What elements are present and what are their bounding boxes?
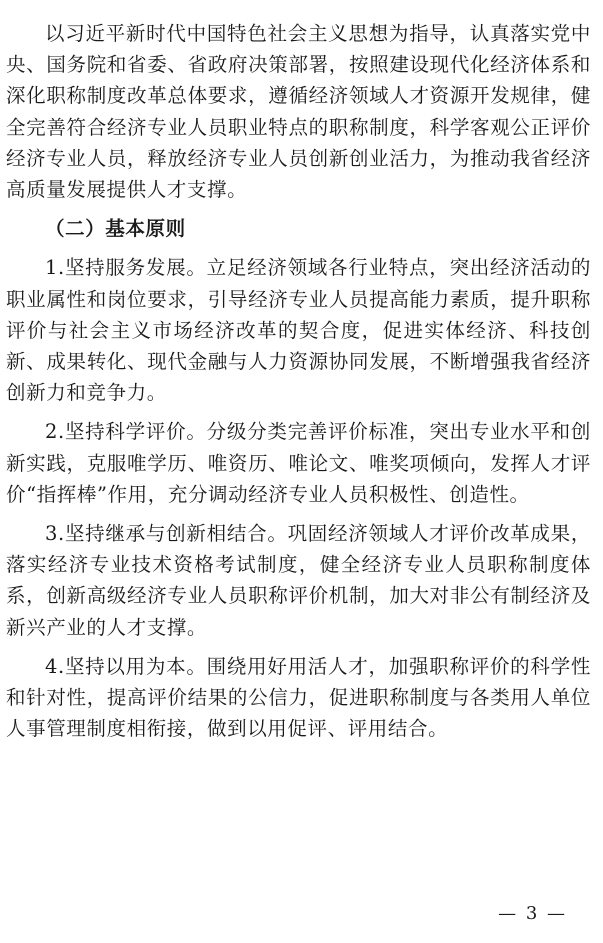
section-heading-basic-principles: （二）基本原则 [45, 217, 186, 241]
document-body [6, 18, 591, 744]
paragraph-guiding-ideology: 以习近平新时代中国特色社会主义思想为指导，认真落实党中央、国务院和省委、省政府决策部署，按照建设现代化经济体系和深化职称制度改革总体要求，遵循经济领域人才资源开发规律，健全完善符合经济专业人员职业特点的职称制度，科学客观公正评价经济专业人员，释放经济专业人员创新创业活力，为推动我省经济高质量发展提供人才支撑。 [6, 22, 591, 202]
paragraph-principle-3: 3.坚持继承与创新相结合。巩固经济领域人才评价改革成果，落实经济专业技术资格考试制度，健全经济专业人员职称制度体系，创新高级经济专业人员职称评价机制，加大对非公有制经济及新兴产业的人才支撑。 [6, 522, 591, 639]
paragraph-principle-4: 4.坚持以用为本。围绕用好用活人才，加强职称评价的科学性和针对性，提高评价结果的公信力，促进职称制度与各类用人单位人事管理制度相衔接，做到以用促评、评用结合。 [6, 654, 591, 741]
paragraph-principle-1: 1.坚持服务发展。立足经济领域各行业特点，突出经济活动的职业属性和岗位要求，引导经济专业人员提高能力素质，提升职称评价与社会主义市场经济改革的契合度，促进实体经济、科技创新、成果转化、现代金融与人力资源协同发展，不断增强我省经济创新力和竞争力。 [6, 256, 591, 405]
page-number: — 3 — [498, 903, 567, 924]
paragraph-principle-2: 2.坚持科学评价。分级分类完善评价标准，突出专业水平和创新实践，克服唯学历、唯资历、唯论文、唯奖项倾向，发挥人才评价“指挥棒”作用，充分调动经济专业人员积极性、创造性。 [6, 420, 591, 506]
